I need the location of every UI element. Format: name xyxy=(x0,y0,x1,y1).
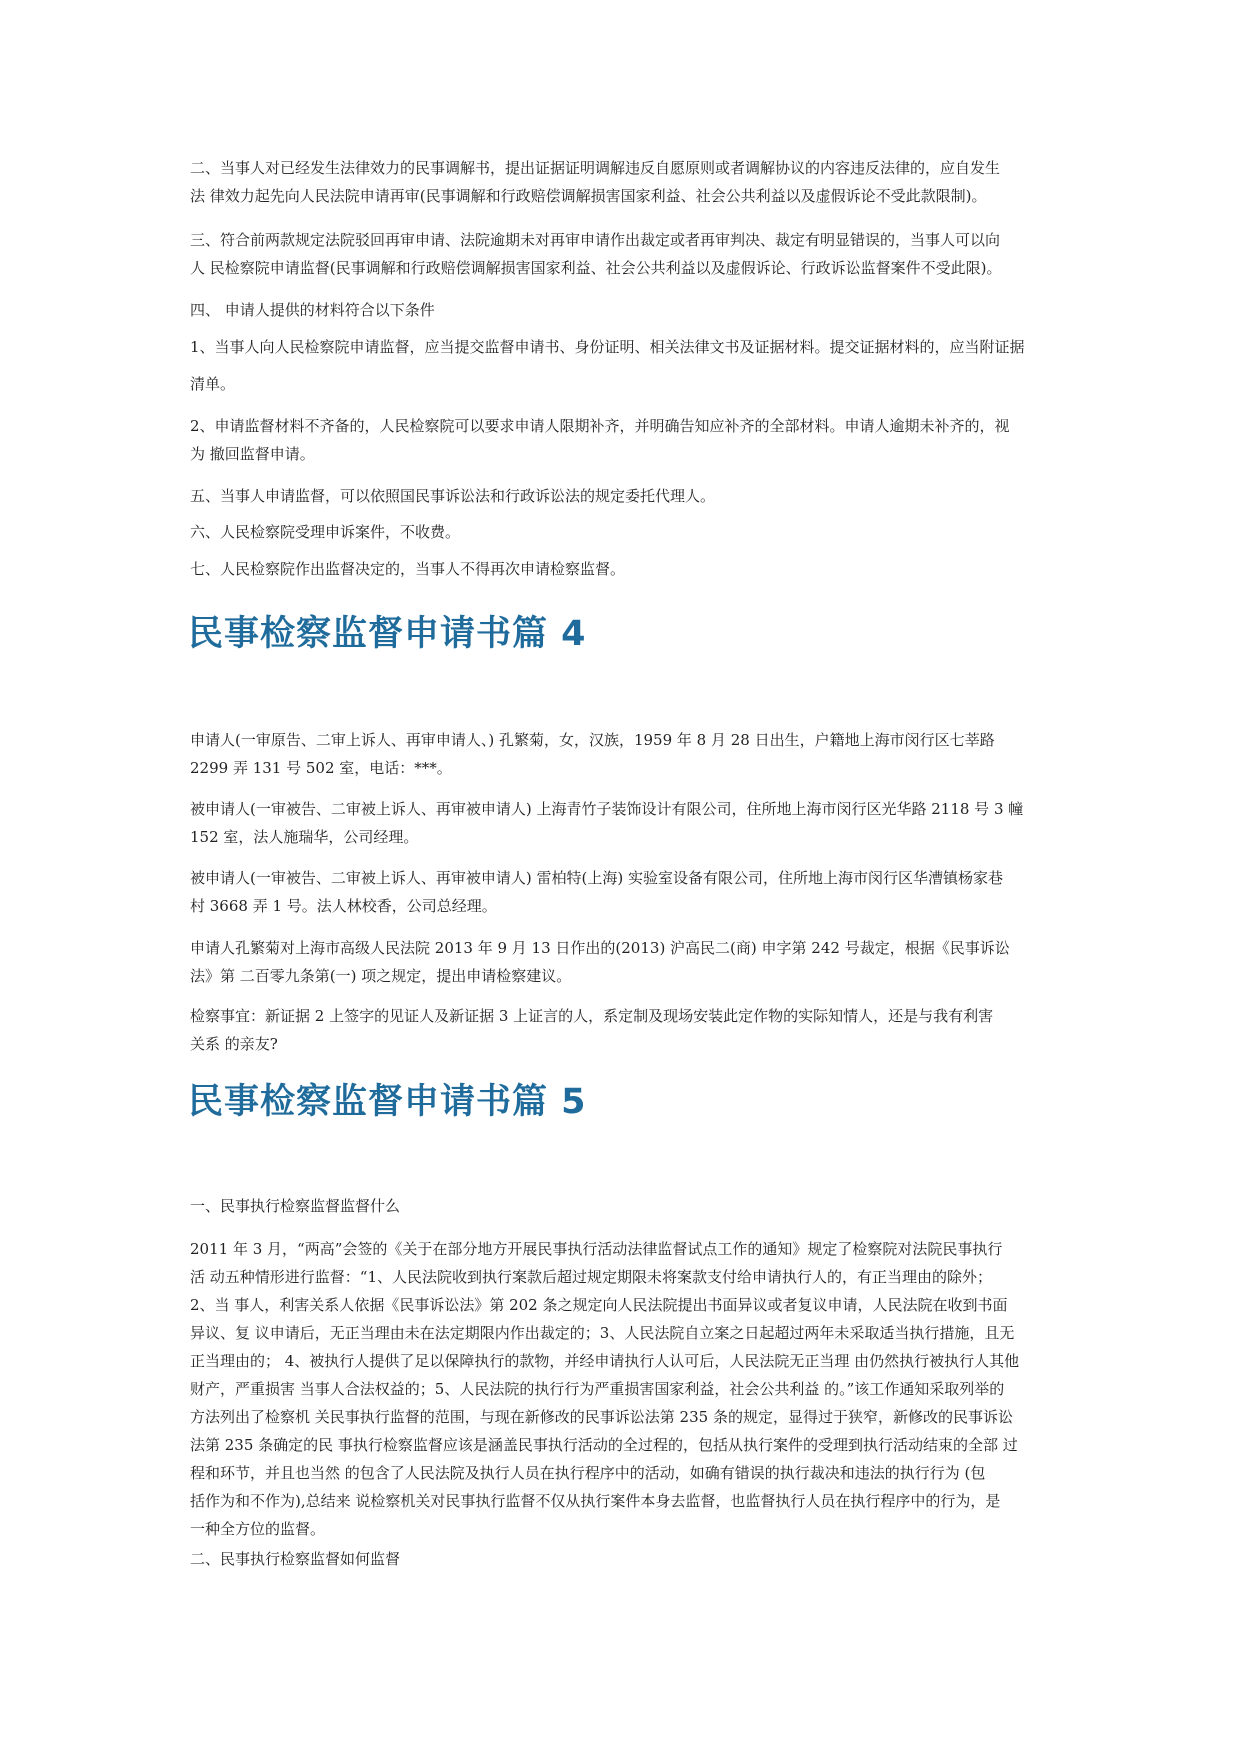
text-line: 活 动五种情形进行监督：“1、人民法院收到执行案款后超过规定期限未将案款支付给申请执行人的，有正当理由的除外； xyxy=(190,1268,992,1286)
text-line: 清单。 xyxy=(190,375,236,393)
text-line: 方法列出了检察机 关民事执行监督的范围，与现在新修改的民事诉讼法第 235 条的规定，显得过于狭窄，新修改的民事诉讼 xyxy=(190,1408,1013,1426)
text-line: 人 民检察院申请监督(民事调解和行政赔偿调解损害国家利益、社会公共利益以及虚假诉论、行政诉讼监督案件不受此限)。 xyxy=(190,259,1002,277)
text-line: 申请人(一审原告、二审上诉人、再审申请人、) 孔繁菊，女，汉族，1959 年 8 月 28 日出生，户籍地上海市闵行区七莘路 xyxy=(190,731,995,749)
paragraph-no-reapply xyxy=(190,555,1070,583)
text-line: 检察事宜：新证据 2 上签字的见证人及新证据 3 上证言的人，系定制及现场安装此定作物的实际知情人，还是与我有利害 xyxy=(190,1007,994,1025)
paragraph-procuratorate-supervision xyxy=(190,226,1070,282)
paragraph-no-fee xyxy=(190,518,1070,546)
paragraph-what-supervise xyxy=(190,1192,1070,1220)
paragraph-applicant xyxy=(190,726,1070,782)
paragraph-submit-materials xyxy=(190,333,1070,361)
paragraph-submit-materials-cont xyxy=(190,370,1070,398)
text-line: 括作为和不作为),总结来 说检察机关对民事执行监督不仅从执行案件本身去监督，也监督执行人员在执行程序中的行为，是 xyxy=(190,1492,1001,1510)
text-line: 152 室，法人施瑞华，公司经理。 xyxy=(190,828,419,846)
text-line: 法第 235 条确定的民 事执行检察监督应该是涵盖民事执行活动的全过程的，包括从执行案件的受理到执行活动结束的全部 过 xyxy=(190,1436,1018,1454)
paragraph-respondent-1 xyxy=(190,795,1070,851)
text-line: 关系 的亲友? xyxy=(190,1035,278,1053)
text-line: 六、人民检察院受理申诉案件，不收费。 xyxy=(190,523,461,541)
paragraph-incomplete-materials xyxy=(190,412,1070,468)
text-line: 程和环节，并且也当然 的包含了人民法院及执行人员在执行程序中的活动，如确有错误的执行裁决和违法的执行行为 (包 xyxy=(190,1464,986,1482)
section-heading-4: 民事检察监督申请书篇 4 xyxy=(188,614,587,654)
text-line: 被申请人(一审被告、二审被上诉人、再审被申请人) 上海青竹子装饰设计有限公司，住所地上海市闵行区光华路 2118 号 3 幢 xyxy=(190,800,1024,818)
text-line: 法》第 二百零九条第(一) 项之规定，提出申请检察建议。 xyxy=(190,967,572,985)
text-line: 2011 年 3 月，“两高”会签的《关于在部分地方开展民事执行活动法律监督试点工作的通知》规定了检察院对法院民事执行 xyxy=(190,1240,1003,1258)
paragraph-agent xyxy=(190,482,1070,510)
text-line: 一、民事执行检察监督监督什么 xyxy=(190,1197,401,1215)
text-line: 被申请人(一审被告、二审被上诉人、再审被申请人) 雷柏特(上海) 实验室设备有限公司，住所地上海市闵行区华漕镇杨家巷 xyxy=(190,869,1003,887)
text-line: 申请人孔繁菊对上海市高级人民法院 2013 年 9 月 13 日作出的(2013) 沪高民二(商) 申字第 242 号裁定，根据《民事诉讼 xyxy=(190,939,1010,957)
text-line: 1、当事人向人民检察院申请监督，应当提交监督申请书、身份证明、相关法律文书及证据材料。提交证据材料的，应当附证据 xyxy=(190,338,1025,356)
text-line: 三、符合前两款规定法院驳回再审申请、法院逾期未对再审申请作出裁定或者再审判决、裁定有明显错误的，当事人可以向 xyxy=(190,231,1001,249)
paragraph-material-conditions xyxy=(190,296,1070,324)
text-line: 二、民事执行检察监督如何监督 xyxy=(190,1550,401,1568)
section-heading-5: 民事检察监督申请书篇 5 xyxy=(188,1082,587,1122)
text-line: 2、当 事人，利害关系人依据《民事诉讼法》第 202 条之规定向人民法院提出书面异议或者复议申请，人民法院在收到书面 xyxy=(190,1296,1008,1314)
text-line: 异议、复 议申请后，无正当理由未在法定期限内作出裁定的；3、人民法院自立案之日起超过两年未采取适当执行措施，且无 xyxy=(190,1324,1015,1342)
text-line: 五、当事人申请监督，可以依照国民事诉讼法和行政诉讼法的规定委托代理人。 xyxy=(190,487,716,505)
paragraph-supervision-scope xyxy=(190,1235,1070,1543)
text-line: 财产，严重损害 当事人合法权益的；5、人民法院的执行行为严重损害国家利益，社会公共利益 的。”该工作通知采取列举的 xyxy=(190,1380,1005,1398)
text-line: 为 撤回监督申请。 xyxy=(190,445,315,463)
text-line: 七、人民检察院作出监督决定的，当事人不得再次申请检察监督。 xyxy=(190,560,626,578)
text-line: 2299 弄 131 号 502 室，电话：***。 xyxy=(190,759,452,777)
text-line: 正当理由的； 4、被执行人提供了足以保障执行的款物，并经申请执行人认可后，人民法院无正当理 由仍然执行被执行人其他 xyxy=(190,1352,1020,1370)
paragraph-respondent-2 xyxy=(190,864,1070,920)
paragraph-retrial-mediation xyxy=(190,154,1070,210)
text-line: 四、 申请人提供的材料符合以下条件 xyxy=(190,301,435,319)
text-line: 2、申请监督材料不齐备的，人民检察院可以要求申请人限期补齐，并明确告知应补齐的全部材料。申请人逾期未补齐的，视 xyxy=(190,417,1010,435)
text-line: 法 律效力起先向人民法院申请再审(民事调解和行政赔偿调解损害国家利益、社会公共利益以及虚假诉论不受此款限制)。 xyxy=(190,187,987,205)
paragraph-matters xyxy=(190,1002,1070,1058)
paragraph-ruling xyxy=(190,934,1070,990)
text-line: 村 3668 弄 1 号。法人林校香，公司总经理。 xyxy=(190,897,497,915)
text-line: 二、当事人对已经发生法律效力的民事调解书，提出证据证明调解违反自愿原则或者调解协议的内容违反法律的，应自发生 xyxy=(190,159,1001,177)
text-line: 一种全方位的监督。 xyxy=(190,1520,326,1538)
paragraph-how-supervise xyxy=(190,1545,1070,1573)
